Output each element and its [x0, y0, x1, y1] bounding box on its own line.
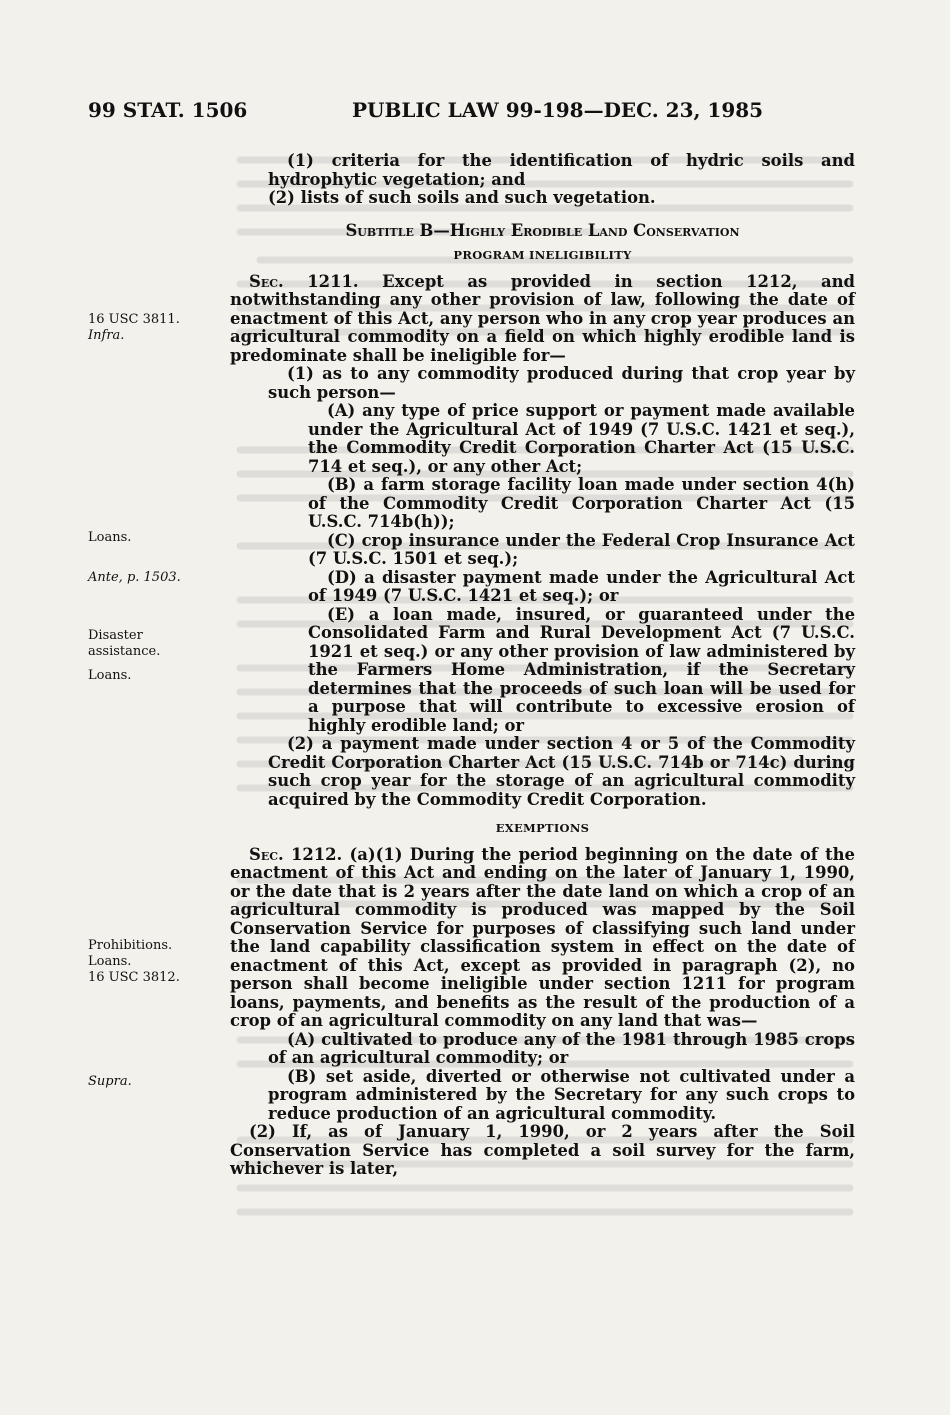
paragraph-2: (2) a payment made under section 4 or 5 of the Commodity Credit Corporation Charter Act (15 U.S.C. 714b or 714c) during such crop year for the storage of an agricultural commodity acquired by the Commodity Credit Corporation. — [268, 734, 855, 809]
subparagraph-e: (E) a loan made, insured, or guaranteed under the Consolidated Farm and Rural Development Act (7 U.S.C. 1921 et seq.) or any other provision of law administered by the Farmers Home Administration, if the Secretary determines that the proceeds of such loan will be used for a purpose that will contribute to excessive erosion of highly erodible land; or — [308, 604, 855, 735]
margin-note-ante — [88, 570, 181, 586]
margin-note-infra-text: Infra. — [88, 328, 125, 343]
subtitle-heading: Subtitle B—Highly Erodible Land Conservation — [345, 220, 740, 240]
subparagraph-d: (D) a disaster payment made under the Agricultural Act of 1949 (7 U.S.C. 1421 et seq.); or — [308, 567, 855, 605]
margin-note-infra — [88, 328, 124, 344]
stat-page-number: 99 STAT. 1506 — [88, 98, 248, 122]
exemption-b: (B) set aside, diverted or otherwise not cultivated under a program administered by the Secretary for any such crops to reduce production of an agricultural commodity. — [268, 1066, 855, 1123]
margin-note-usc-3812: 16 USC 3812. — [88, 970, 180, 985]
subparagraph-a: (A) any type of price support or payment made available under the Agricultural Act of 1949 (7 U.S.C. 1421 et seq.), the Commodity Credit Corporation Charter Act (15 U.S.C. 714 et seq.), or any other Act; — [308, 401, 855, 476]
margin-note-prohibitions: Prohibitions. — [88, 938, 173, 953]
exemption-paragraph-2: (2) If, as of January 1, 1990, or 2 years after the Soil Conservation Service has completed a soil survey for the farm, whichever is later, — [230, 1122, 855, 1178]
section-1211 — [230, 273, 855, 366]
public-law-title: PUBLIC LAW 99-198—DEC. 23, 1985 — [352, 98, 764, 122]
margin-note-assistance: assistance. — [88, 644, 161, 659]
section-1212-text: 1212. (a)(1) During the period beginning on the date of the enactment of this Act and ending on the later of January 1, 1990, or the date that is 2 years after the date land on which a crop of an agricultural commodity is produced was mapped by the Soil Conservation Service for purposes of classifying such land under the land capability classification system in effect on the date of enactment of this Act, except as provided in paragraph (2), no person shall become ineligible under section 1211 for program loans, payments, and benefits as the result of the production of a crop of an agricultural commodity on any land that was— — [230, 844, 855, 1030]
margin-note-loans-2: Loans. — [88, 668, 132, 683]
section-label-1212: Sec. — [249, 844, 284, 864]
section-1211-text: 1211. Except as provided in section 1212, and notwithstanding any other provision of law, following the date of enactment of this Act, any person who in any crop year produces an agricultural commodity on a field on which highly erodible land is predominate shall be ineligible for— — [230, 271, 855, 365]
subparagraph-c: (C) crop insurance under the Federal Crop Insurance Act (7 U.S.C. 1501 et seq.); — [308, 530, 855, 568]
margin-note-usc-3811: 16 USC 3811. — [88, 312, 180, 327]
exemptions-heading: EXEMPTIONS — [495, 821, 590, 835]
clause-1: (1) criteria for the identification of hydric soils and hydrophytic vegetation; and — [268, 151, 855, 189]
margin-note-disaster: Disaster — [88, 628, 143, 643]
section-label: Sec. — [249, 271, 284, 291]
clause-2: (2) lists of such soils and such vegetation. — [268, 188, 656, 207]
section-1212 — [230, 846, 855, 1031]
page-header — [88, 98, 850, 128]
statute-text — [230, 152, 855, 1179]
subparagraph-b: (B) a farm storage facility loan made under section 4(h) of the Commodity Credit Corporation Charter Act (15 U.S.C. 714b(h)); — [308, 475, 855, 531]
margin-note-supra — [88, 1074, 132, 1090]
program-ineligibility-heading: PROGRAM INELIGIBILITY — [453, 248, 632, 262]
margin-note-ante-text: Ante, p. 1503. — [88, 570, 181, 585]
margin-note-supra-text: Supra. — [88, 1074, 132, 1089]
paragraph-1: (1) as to any commodity produced during that crop year by such person— — [268, 364, 855, 402]
margin-note-loans: Loans. — [88, 530, 132, 545]
margin-note-loans-3: Loans. — [88, 954, 132, 969]
exemption-a: (A) cultivated to produce any of the 1981 through 1985 crops of an agricultural commodity; or — [268, 1029, 855, 1067]
